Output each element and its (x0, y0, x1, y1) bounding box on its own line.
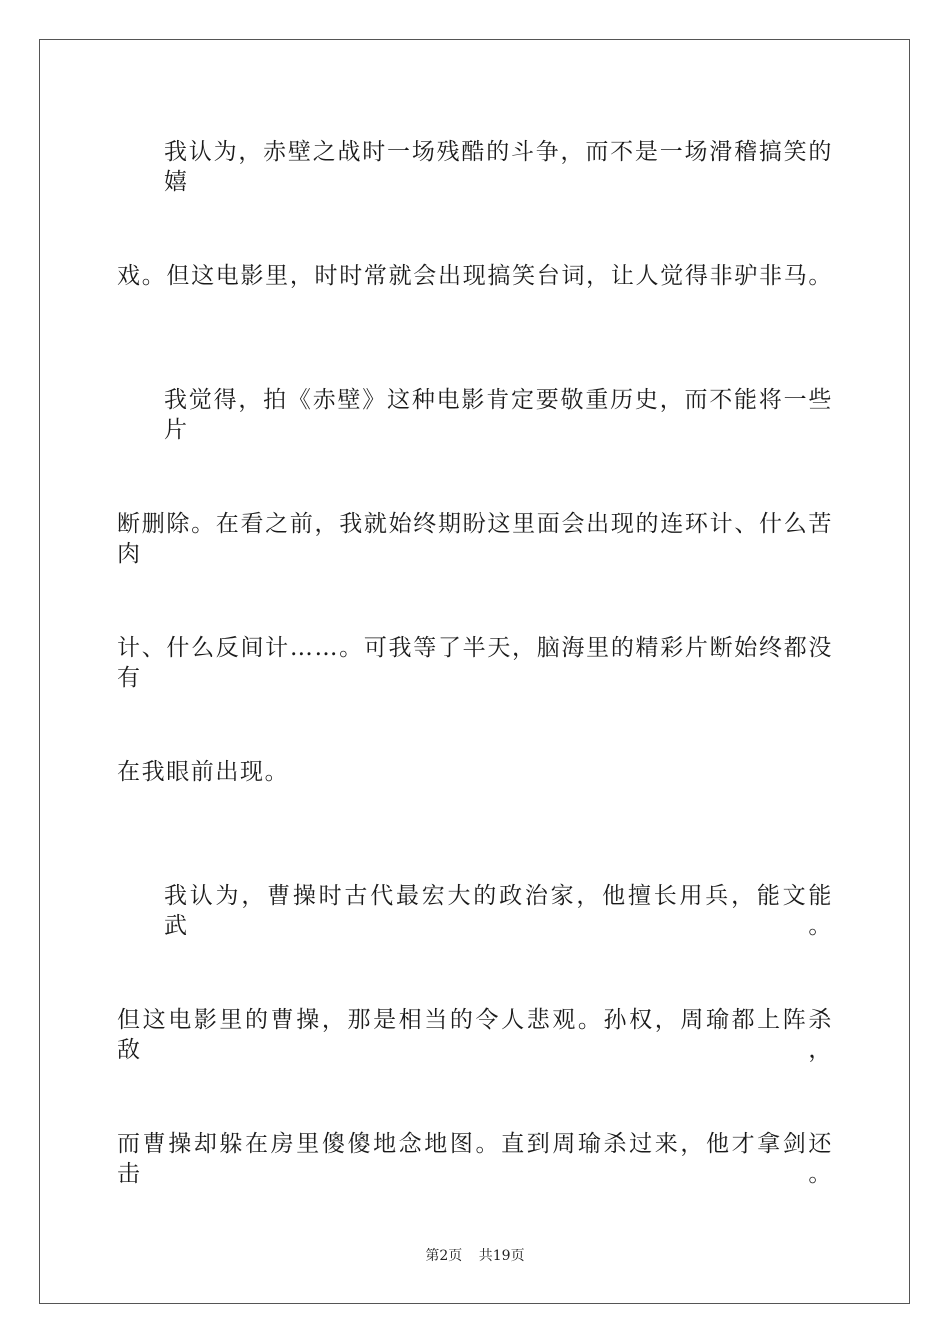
page-number: 第2页 (425, 1248, 463, 1264)
page-footer (0, 1247, 950, 1265)
paragraph-3-line-3: 而曹操却躲在房里傻傻地念地图。直到周瑜杀过来，他才拿剑还击。 (117, 1131, 833, 1187)
paragraph-2-line-2: 断删除。在看之前，我就始终期盼这里面会出现的连环计、什么苦肉 (117, 511, 833, 567)
paragraph-1-line-2: 戏。但这电影里，时时常就会出现搞笑台词，让人觉得非驴非马。 (117, 263, 833, 289)
paragraph-2-line-3: 计、什么反间计……。可我等了半天，脑海里的精彩片断始终都没有 (117, 635, 833, 691)
paragraph-1-line-1: 我认为，赤壁之战时一场残酷的斗争，而不是一场滑稽搞笑的嬉 (164, 139, 833, 195)
page-total: 共19页 (478, 1248, 525, 1264)
paragraph-2-line-4: 在我眼前出现。 (117, 759, 290, 785)
paragraph-2-line-1: 我觉得，拍《赤壁》这种电影肯定要敬重历史，而不能将一些片 (164, 387, 833, 443)
paragraph-3-line-1: 我认为，曹操时古代最宏大的政治家，他擅长用兵，能文能武。 (164, 883, 833, 939)
paragraph-3-line-2: 但这电影里的曹操，那是相当的令人悲观。孙权，周瑜都上阵杀敌， (117, 1007, 833, 1063)
